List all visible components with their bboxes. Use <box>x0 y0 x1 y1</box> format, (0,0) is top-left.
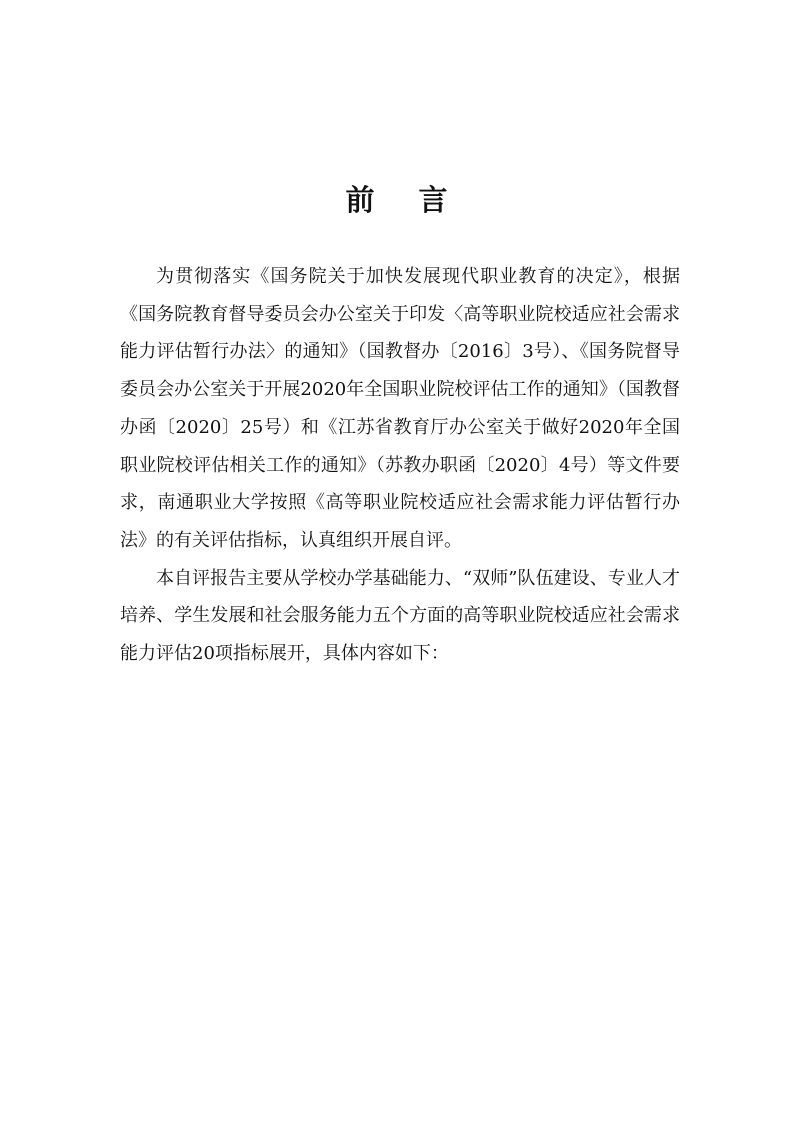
title-char-2: 言 <box>418 183 448 217</box>
paragraph-1: 为贯彻落实《国务院关于加快发展现代职业教育的决定》，根据《国务院教育督导委员会办公室关于印发〈高等职业院校适应社会需求能力评估暂行办法〉的通知》（国教督办〔2016〕3号）、《国务院督导委员会办公室关于开展2020年全国职业院校评估工作的通知》（国教督办函〔2020〕25号）和《江苏省教育厅办公室关于做好2020年全国职业院校评估相关工作的通知》（苏教办职函〔2020〕4号）等文件要求，南通职业大学按照《高等职业院校适应社会需求能力评估暂行办法》的有关评估指标，认真组织开展自评。 <box>120 266 680 551</box>
title-char-1: 前 <box>345 183 375 217</box>
page-title <box>0 180 793 220</box>
paragraph-2: 本自评报告主要从学校办学基础能力、“双师”队伍建设、专业人才培养、学生发展和社会服务能力五个方面的高等职业院校适应社会需求能力评估20项指标展开，具体内容如下： <box>120 567 680 665</box>
document-body <box>120 258 680 673</box>
